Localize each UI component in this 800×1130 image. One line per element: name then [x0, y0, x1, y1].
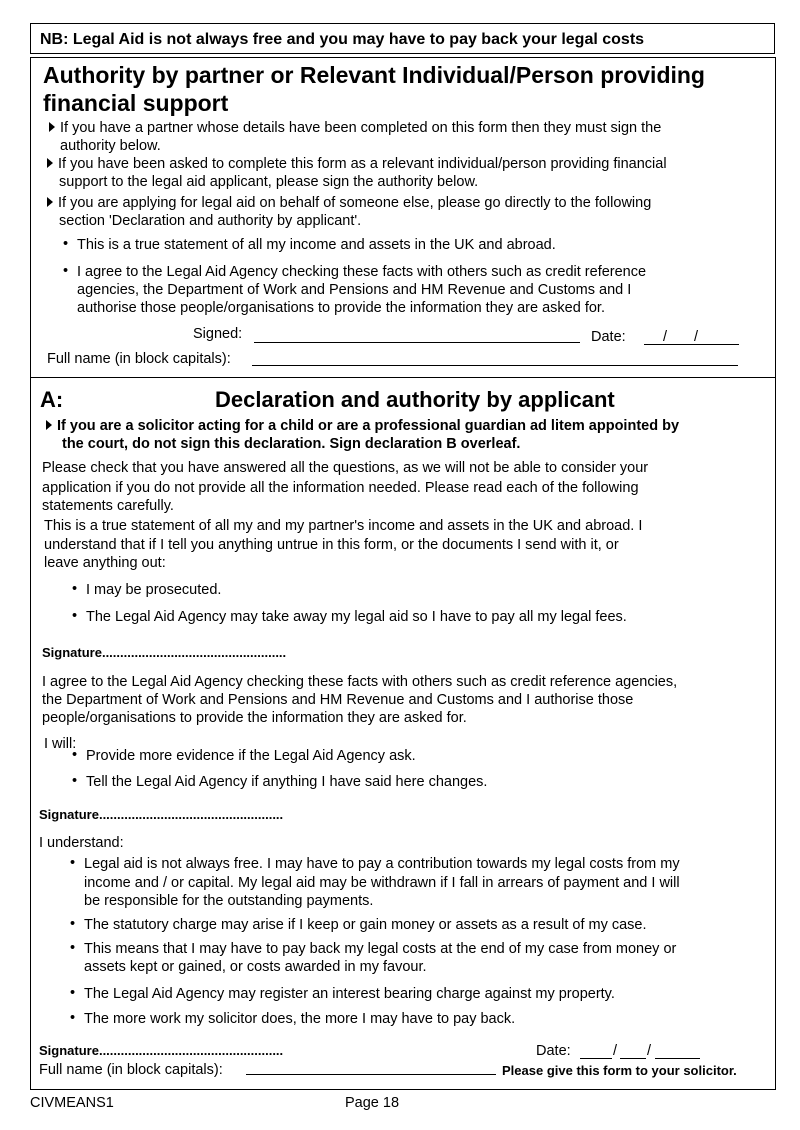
bullet-icon: •: [63, 263, 69, 279]
understand-3-l1: This means that I may have to pay back my legal costs at the end of my case from money or: [84, 941, 677, 957]
arrow-icon: [47, 197, 53, 207]
true-statement-l3: leave anything out:: [44, 555, 166, 571]
partner-date-label: Date:: [591, 329, 626, 345]
partner-arrow-1: If you have a partner whose details have been completed on this form then they must sign the: [49, 119, 661, 137]
understand-5: The more work my solicitor does, the more I may have to pay back.: [84, 1011, 516, 1027]
bullet-icon: •: [70, 1010, 76, 1026]
page-number: Page 18: [345, 1095, 400, 1111]
declaration-warning-cont: the court, do not sign this declaration. Sign declaration B overleaf.: [62, 436, 521, 452]
applicant-fullname-label: Full name (in block capitals):: [39, 1062, 223, 1078]
agree-l1: I agree to the Legal Aid Agency checking these facts with others such as credit reference agencies,: [42, 674, 678, 690]
applicant-date-sep-2: /: [647, 1043, 652, 1059]
arrow-icon: [47, 158, 53, 168]
true-statement-l2: understand that if I tell you anything untrue in this form, or the documents I send with it, or: [44, 537, 619, 553]
arrow-icon: [49, 122, 55, 132]
bullet-icon: •: [70, 940, 76, 956]
bullet-icon: •: [70, 855, 76, 871]
applicant-date-sep-1: /: [613, 1043, 618, 1059]
declaration-title: Declaration and authority by applicant: [215, 387, 615, 412]
partner-arrow-3: If you are applying for legal aid on behalf of someone else, please go directly to the following: [47, 194, 651, 212]
bullet-icon: •: [72, 608, 78, 624]
i-will-label: I will:: [44, 736, 77, 752]
partner-bullet-1: This is a true statement of all my income and assets in the UK and abroad.: [77, 237, 556, 253]
agree-l2: the Department of Work and Pensions and HM Revenue and Customs and I authorise those: [42, 692, 634, 708]
partner-fullname-field[interactable]: [252, 365, 738, 366]
signature-field-1[interactable]: Signature...................................................: [42, 645, 287, 660]
partner-bullet-2-l3: authorise those people/organisations to provide the information they are asked for.: [77, 300, 605, 316]
form-code: CIVMEANS1: [30, 1095, 114, 1111]
partner-date-field[interactable]: [644, 344, 739, 345]
partner-bullet-2-l2: agencies, the Department of Work and Pensions and HM Revenue and Customs and I: [77, 282, 632, 298]
consequence-2: The Legal Aid Agency may take away my legal aid so I have to pay all my legal fees.: [86, 609, 627, 625]
partner-signed-label: Signed:: [193, 326, 243, 342]
partner-arrow-1-cont: authority below.: [60, 138, 161, 154]
applicant-date-year[interactable]: [655, 1058, 700, 1059]
understand-1-l2: income and / or capital. My legal aid may be withdrawn if I fall in arrears of payment and I will: [84, 875, 680, 891]
arrow-icon: [46, 420, 52, 430]
bullet-icon: •: [70, 985, 76, 1001]
applicant-date-label: Date:: [536, 1043, 571, 1059]
declaration-letter: A:: [40, 387, 64, 412]
bullet-icon: •: [72, 581, 78, 597]
will-1: Provide more evidence if the Legal Aid Agency ask.: [86, 748, 416, 764]
understand-4: The Legal Aid Agency may register an interest bearing charge against my property.: [84, 986, 615, 1002]
partner-bullet-2-l1: I agree to the Legal Aid Agency checking these facts with others such as credit reference: [77, 264, 647, 280]
understand-3-l2: assets kept or gained, or costs awarded in my favour.: [84, 959, 427, 975]
notice-text: NB: Legal Aid is not always free and you may have to pay back your legal costs: [40, 31, 645, 48]
check-l1: Please check that you have answered all the questions, as we will not be able to consider your: [42, 460, 649, 476]
partner-arrow-2: If you have been asked to complete this form as a relevant individual/person providing financial: [47, 155, 667, 173]
understand-2: The statutory charge may arise if I keep or gain money or assets as a result of my case.: [84, 917, 647, 933]
bullet-icon: •: [70, 916, 76, 932]
applicant-date-month[interactable]: [620, 1058, 646, 1059]
understand-1-l3: be responsible for the outstanding payments.: [84, 893, 374, 909]
true-statement-l1: This is a true statement of all my and my partner's income and assets in the UK and abroad. I: [44, 518, 643, 534]
partner-date-sep-1: /: [663, 329, 668, 345]
partner-arrow-2-cont: support to the legal aid applicant, please sign the authority below.: [59, 174, 479, 190]
applicant-fullname-field[interactable]: [246, 1074, 496, 1075]
bullet-icon: •: [72, 747, 78, 763]
check-l2: application if you do not provide all the information needed. Please read each of the following: [42, 480, 639, 496]
consequence-1: I may be prosecuted.: [86, 582, 222, 598]
signature-field-3[interactable]: Signature...................................................: [39, 1043, 284, 1058]
partner-fullname-label: Full name (in block capitals):: [47, 351, 231, 367]
partner-signature-field[interactable]: [254, 342, 580, 343]
partner-title-line2: financial support: [43, 90, 229, 116]
bullet-icon: •: [72, 773, 78, 789]
will-2: Tell the Legal Aid Agency if anything I have said here changes.: [86, 774, 488, 790]
applicant-date-day[interactable]: [580, 1058, 612, 1059]
bullet-icon: •: [63, 236, 69, 252]
i-understand-label: I understand:: [39, 835, 124, 851]
declaration-warning: If you are a solicitor acting for a child or are a professional guardian ad litem appointed by: [46, 417, 679, 435]
partner-date-sep-2: /: [694, 329, 699, 345]
check-l3: statements carefully.: [42, 498, 174, 514]
signature-field-2[interactable]: Signature...................................................: [39, 807, 284, 822]
understand-1-l1: Legal aid is not always free. I may have to pay a contribution towards my legal costs from my: [84, 856, 680, 872]
agree-l3: people/organisations to provide the information they are asked for.: [42, 710, 467, 726]
partner-title-line1: Authority by partner or Relevant Individual/Person providing: [43, 62, 705, 88]
section-divider: [30, 377, 776, 378]
give-form-note: Please give this form to your solicitor.: [502, 1063, 737, 1078]
partner-arrow-3-cont: section 'Declaration and authority by applicant'.: [59, 213, 362, 229]
